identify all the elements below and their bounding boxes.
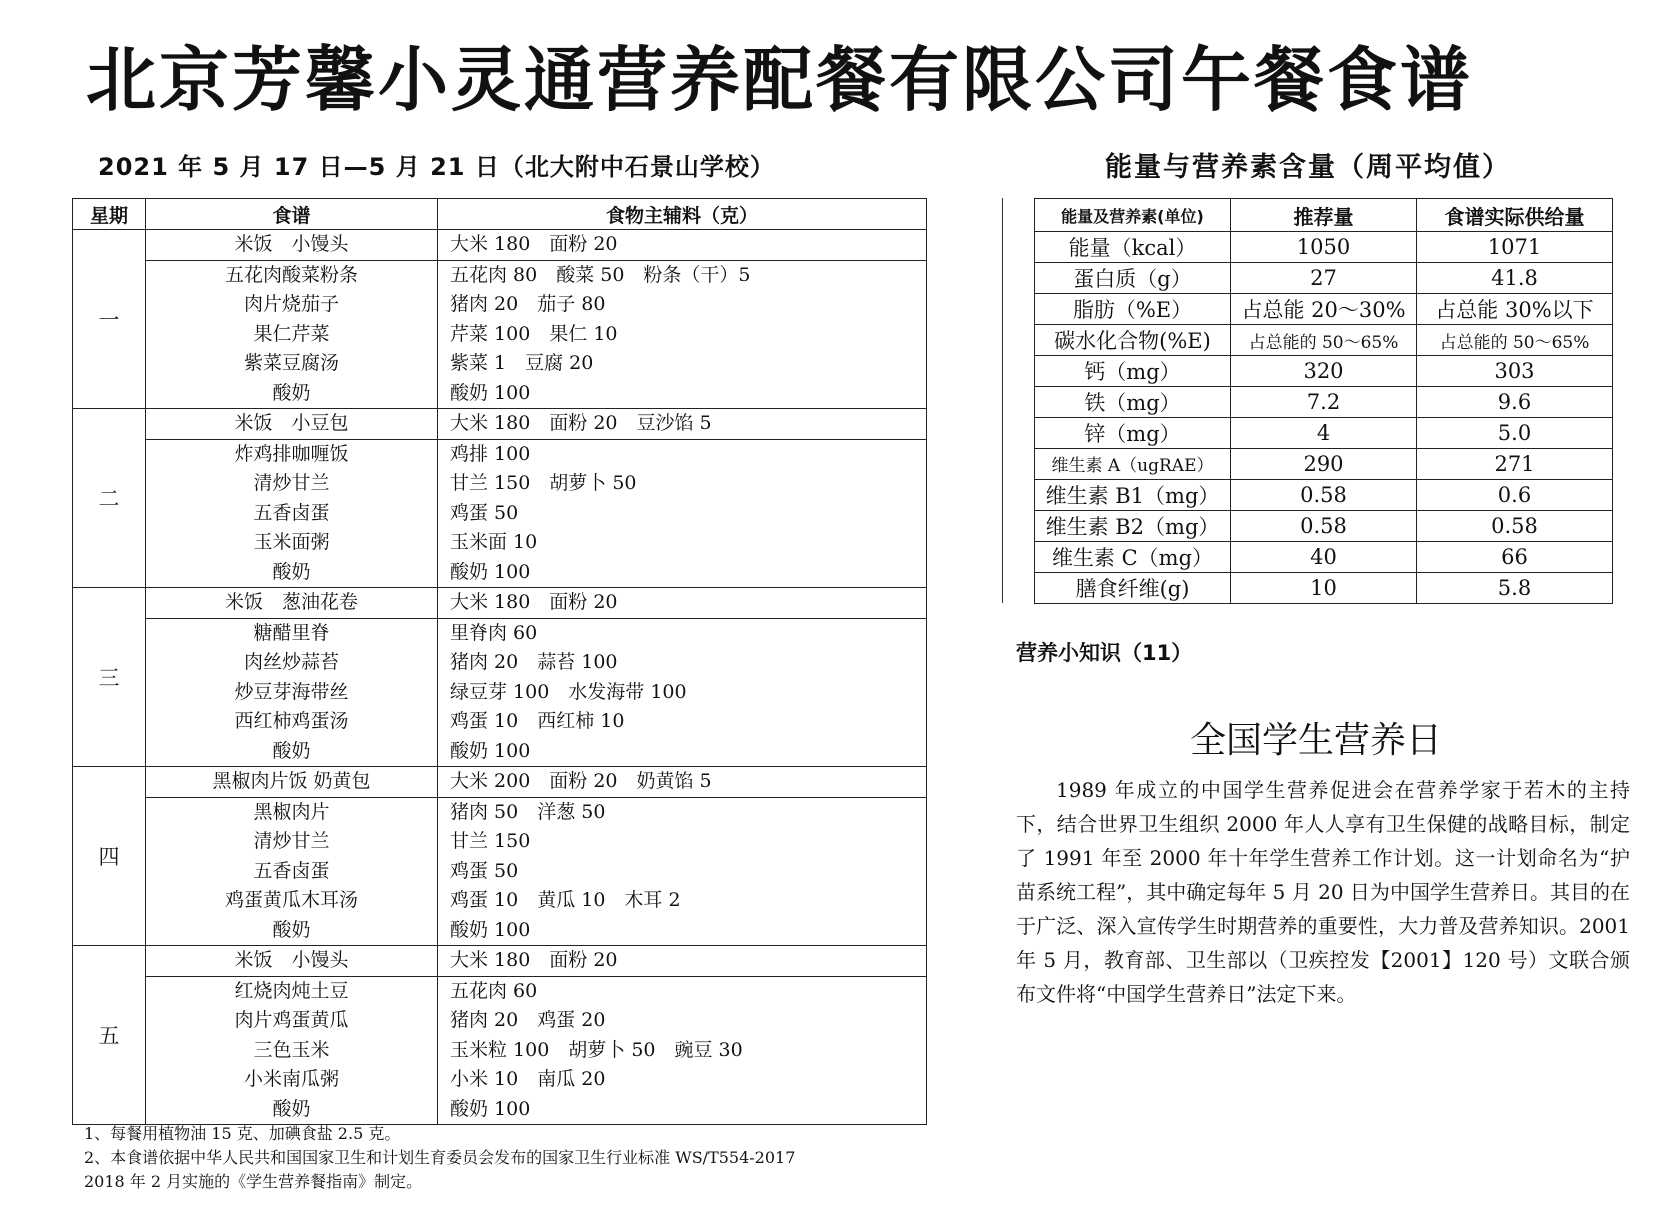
menu-dish: 紫菜豆腐汤	[243, 352, 339, 374]
footnote-3: 2018 年 2 月实施的《学生营养餐指南》制定。	[84, 1172, 423, 1191]
menu-dish: 鸡蛋黄瓜木耳汤	[224, 889, 358, 911]
footnote-2: 2、本食谱依据中华人民共和国国家卫生和计划生育委员会发布的国家卫生行业标准 WS/T554-2017	[84, 1148, 796, 1167]
nutrition-row	[1035, 572, 1613, 603]
menu-header-dish: 食谱	[146, 199, 438, 230]
menu-staple-ingredients: 大米 180 面粉 20	[438, 230, 927, 261]
menu-ingredient: 甘兰 150 胡萝卜 50	[450, 472, 637, 494]
menu-ingredient: 鸡排 100	[450, 442, 531, 465]
menu-dish: 三色玉米	[253, 1038, 330, 1061]
nutrient-recommended: 1050	[1231, 232, 1417, 263]
nutrient-actual: 0.58	[1417, 510, 1613, 541]
menu-ingredient: 绿豆芽 100 水发海带 100	[450, 680, 687, 703]
nutrition-header-nutrient: 能量及营养素(单位)	[1035, 199, 1231, 232]
menu-dish-list	[146, 797, 438, 946]
nutrient-recommended: 290	[1231, 449, 1417, 480]
footnote-1: 1、每餐用植物油 15 克、加碘食盐 2.5 克。	[84, 1124, 401, 1143]
column-divider	[1002, 198, 1003, 603]
nutrient-name: 锌（mg）	[1035, 418, 1231, 449]
menu-ingredient: 鸡蛋 50	[450, 501, 519, 524]
menu-ingredient-list	[438, 260, 927, 409]
menu-ingredient: 芹菜 100 果仁 10	[450, 322, 618, 345]
footnotes	[84, 1122, 944, 1194]
menu-day-cell: 二	[73, 409, 146, 588]
menu-staple-row	[73, 409, 927, 440]
menu-dish: 西红柿鸡蛋汤	[234, 710, 349, 732]
menu-dish-list	[146, 976, 438, 1125]
nutrient-actual: 271	[1417, 449, 1613, 480]
menu-dish-list	[146, 260, 438, 409]
menu-ingredient: 鸡蛋 10 西红柿 10	[450, 710, 625, 732]
nutrient-name: 能量（kcal）	[1035, 232, 1231, 263]
menu-staple-dish: 米饭 小豆包	[146, 409, 438, 440]
nutrition-header-row	[1035, 199, 1613, 232]
nutrient-actual: 1071	[1417, 232, 1613, 263]
menu-staple-ingredients: 大米 180 面粉 20 豆沙馅 5	[438, 409, 927, 440]
menu-dish: 黑椒肉片	[253, 800, 330, 823]
menu-staple-ingredients: 大米 180 面粉 20	[438, 588, 927, 619]
nutrient-recommended: 40	[1231, 541, 1417, 572]
date-line: 2021 年 5 月 17 日—5 月 21 日（北大附中石景山学校）	[98, 153, 775, 181]
nutrient-recommended: 320	[1231, 356, 1417, 387]
nutrition-row	[1035, 263, 1613, 294]
nutrient-recommended: 占总能的 50～65%	[1231, 325, 1417, 356]
nutrition-row	[1035, 449, 1613, 480]
menu-ingredient: 五花肉 60	[450, 979, 538, 1002]
menu-day-cell: 五	[73, 946, 146, 1125]
menu-ingredient-list	[438, 797, 927, 946]
nutrient-actual: 5.0	[1417, 418, 1613, 449]
menu-ingredient: 甘兰 150	[450, 830, 531, 852]
menu-day-cell: 三	[73, 588, 146, 767]
nutrient-name: 维生素 B2（mg）	[1035, 510, 1231, 541]
menu-dish: 肉片鸡蛋黄瓜	[234, 1009, 349, 1031]
menu-header-day: 星期	[73, 199, 146, 230]
menu-dish: 炸鸡排咖喱饭	[234, 442, 349, 465]
nutrition-row	[1035, 356, 1613, 387]
nutrition-table	[1034, 198, 1613, 604]
menu-ingredient: 鸡蛋 50	[450, 859, 519, 882]
nutrient-name: 脂肪（%E）	[1035, 294, 1231, 325]
menu-dish: 酸奶	[272, 560, 311, 583]
nutrition-row	[1035, 232, 1613, 263]
menu-dish: 五花肉酸菜粉条	[224, 263, 358, 286]
menu-dishes-row	[73, 439, 927, 588]
nutrition-body	[1035, 232, 1613, 604]
menu-dish: 红烧肉炖土豆	[234, 979, 349, 1002]
menu-dish: 清炒甘兰	[253, 472, 330, 494]
menu-staple-ingredients: 大米 200 面粉 20 奶黄馅 5	[438, 767, 927, 798]
menu-ingredient-list	[438, 439, 927, 588]
nutrient-recommended: 10	[1231, 572, 1417, 603]
menu-staple-dish: 米饭 葱油花卷	[146, 588, 438, 619]
menu-dish: 果仁芹菜	[253, 322, 330, 345]
menu-staple-dish: 黑椒肉片饭 奶黄包	[146, 767, 438, 798]
menu-staple-row	[73, 767, 927, 798]
menu-ingredient: 紫菜 1 豆腐 20	[450, 352, 594, 374]
menu-ingredient: 五花肉 80 酸菜 50 粉条（干）5	[450, 263, 751, 286]
menu-header-ingredients: 食物主辅料（克）	[438, 199, 927, 230]
menu-ingredient: 猪肉 50 洋葱 50	[450, 800, 606, 823]
nutrient-actual: 占总能 30%以下	[1417, 294, 1613, 325]
article-body: 1989 年成立的中国学生营养促进会在营养学家于若木的主持下，结合世界卫生组织 2000 年人人享有卫生保健的战略目标，制定了 1991 年至 2000 年十年学生营养工作计划。这一计划命名为“护苗系统工程”，其中确定每年 5 月 20 日为中国学生营养日。其目的在于广泛、深入宣传学生时期营养的重要性，大力普及营养知识。2001 年 5 月，教育部、卫生部以（卫疾控发【2001】120 号）文联合颁布文件将“中国学生营养日”法定下来。	[1016, 778, 1630, 1006]
menu-dish: 五香卤蛋	[253, 501, 330, 524]
menu-staple-dish: 米饭 小馒头	[146, 230, 438, 261]
nutrient-name: 维生素 A（ugRAE）	[1035, 449, 1231, 480]
nutrition-row	[1035, 479, 1613, 510]
nutrient-recommended: 4	[1231, 418, 1417, 449]
menu-ingredient: 小米 10 南瓜 20	[450, 1068, 606, 1090]
menu-ingredient: 里脊肉 60	[450, 621, 538, 644]
nutrient-name: 铁（mg）	[1035, 387, 1231, 418]
article-title: 全国学生营养日	[1189, 720, 1442, 761]
menu-dish: 酸奶	[272, 381, 311, 404]
nutrition-row	[1035, 418, 1613, 449]
page-title: 北京芳馨小灵通营养配餐有限公司午餐食谱	[86, 39, 1473, 121]
nutrient-name: 碳水化合物(%E)	[1035, 325, 1231, 356]
menu-dish: 糖醋里脊	[253, 621, 330, 644]
menu-staple-row	[73, 588, 927, 619]
menu-ingredient: 酸奶 100	[450, 739, 531, 762]
menu-ingredient: 猪肉 20 蒜苔 100	[450, 651, 618, 673]
menu-staple-row	[73, 946, 927, 977]
menu-ingredient: 猪肉 20 茄子 80	[450, 293, 606, 315]
menu-ingredient: 鸡蛋 10 黄瓜 10 木耳 2	[450, 889, 681, 911]
nutrient-actual: 9.6	[1417, 387, 1613, 418]
menu-dish: 酸奶	[272, 918, 311, 941]
menu-dishes-row	[73, 618, 927, 767]
menu-dishes-row	[73, 260, 927, 409]
menu-dish: 清炒甘兰	[253, 830, 330, 852]
menu-staple-ingredients: 大米 180 面粉 20	[438, 946, 927, 977]
menu-staple-row	[73, 230, 927, 261]
nutrition-row	[1035, 387, 1613, 418]
menu-ingredient: 玉米面 10	[450, 531, 538, 553]
menu-ingredient: 猪肉 20 鸡蛋 20	[450, 1009, 606, 1031]
nutrient-name: 维生素 B1（mg）	[1035, 479, 1231, 510]
menu-staple-dish: 米饭 小馒头	[146, 946, 438, 977]
nutrition-header-recommended: 推荐量	[1231, 199, 1417, 232]
nutrient-recommended: 占总能 20～30%	[1231, 294, 1417, 325]
menu-ingredient-list	[438, 976, 927, 1125]
menu-ingredient: 玉米粒 100 胡萝卜 50 豌豆 30	[450, 1038, 743, 1061]
nutrition-row	[1035, 294, 1613, 325]
menu-dish-list	[146, 618, 438, 767]
menu-dish: 五香卤蛋	[253, 859, 330, 882]
nutrition-title: 能量与营养素含量（周平均值）	[1105, 152, 1511, 183]
tip-title: 营养小知识（11）	[1016, 641, 1193, 665]
menu-ingredient: 酸奶 100	[450, 560, 531, 583]
nutrition-row	[1035, 325, 1613, 356]
menu-body	[73, 230, 927, 1125]
nutrient-name: 蛋白质（g）	[1035, 263, 1231, 294]
nutrient-name: 膳食纤维(g)	[1035, 572, 1231, 603]
nutrient-name: 钙（mg）	[1035, 356, 1231, 387]
menu-ingredient: 酸奶 100	[450, 381, 531, 404]
nutrient-actual: 0.6	[1417, 479, 1613, 510]
nutrient-recommended: 27	[1231, 263, 1417, 294]
menu-day-cell: 四	[73, 767, 146, 946]
menu-dish: 酸奶	[272, 1097, 311, 1120]
nutrient-actual: 5.8	[1417, 572, 1613, 603]
nutrient-actual: 41.8	[1417, 263, 1613, 294]
menu-dish: 玉米面粥	[253, 531, 330, 553]
menu-dish: 肉片烧茄子	[243, 293, 339, 315]
menu-day-cell: 一	[73, 230, 146, 409]
menu-ingredient-list	[438, 618, 927, 767]
menu-dish: 酸奶	[272, 739, 311, 762]
menu-dish: 肉丝炒蒜苔	[243, 651, 339, 673]
menu-dish: 小米南瓜粥	[243, 1068, 339, 1090]
nutrient-recommended: 7.2	[1231, 387, 1417, 418]
nutrient-name: 维生素 C（mg）	[1035, 541, 1231, 572]
nutrition-row	[1035, 510, 1613, 541]
menu-ingredient: 酸奶 100	[450, 918, 531, 941]
menu-dish-list	[146, 439, 438, 588]
menu-header-row	[73, 199, 927, 230]
menu-dish: 炒豆芽海带丝	[234, 680, 349, 703]
menu-dishes-row	[73, 797, 927, 946]
menu-dishes-row	[73, 976, 927, 1125]
nutrient-recommended: 0.58	[1231, 479, 1417, 510]
nutrient-actual: 66	[1417, 541, 1613, 572]
nutrition-header-actual: 食谱实际供给量	[1417, 199, 1613, 232]
nutrient-actual: 303	[1417, 356, 1613, 387]
menu-ingredient: 酸奶 100	[450, 1097, 531, 1120]
nutrient-actual: 占总能的 50～65%	[1417, 325, 1613, 356]
menu-table	[72, 198, 927, 1125]
nutrient-recommended: 0.58	[1231, 510, 1417, 541]
nutrition-row	[1035, 541, 1613, 572]
